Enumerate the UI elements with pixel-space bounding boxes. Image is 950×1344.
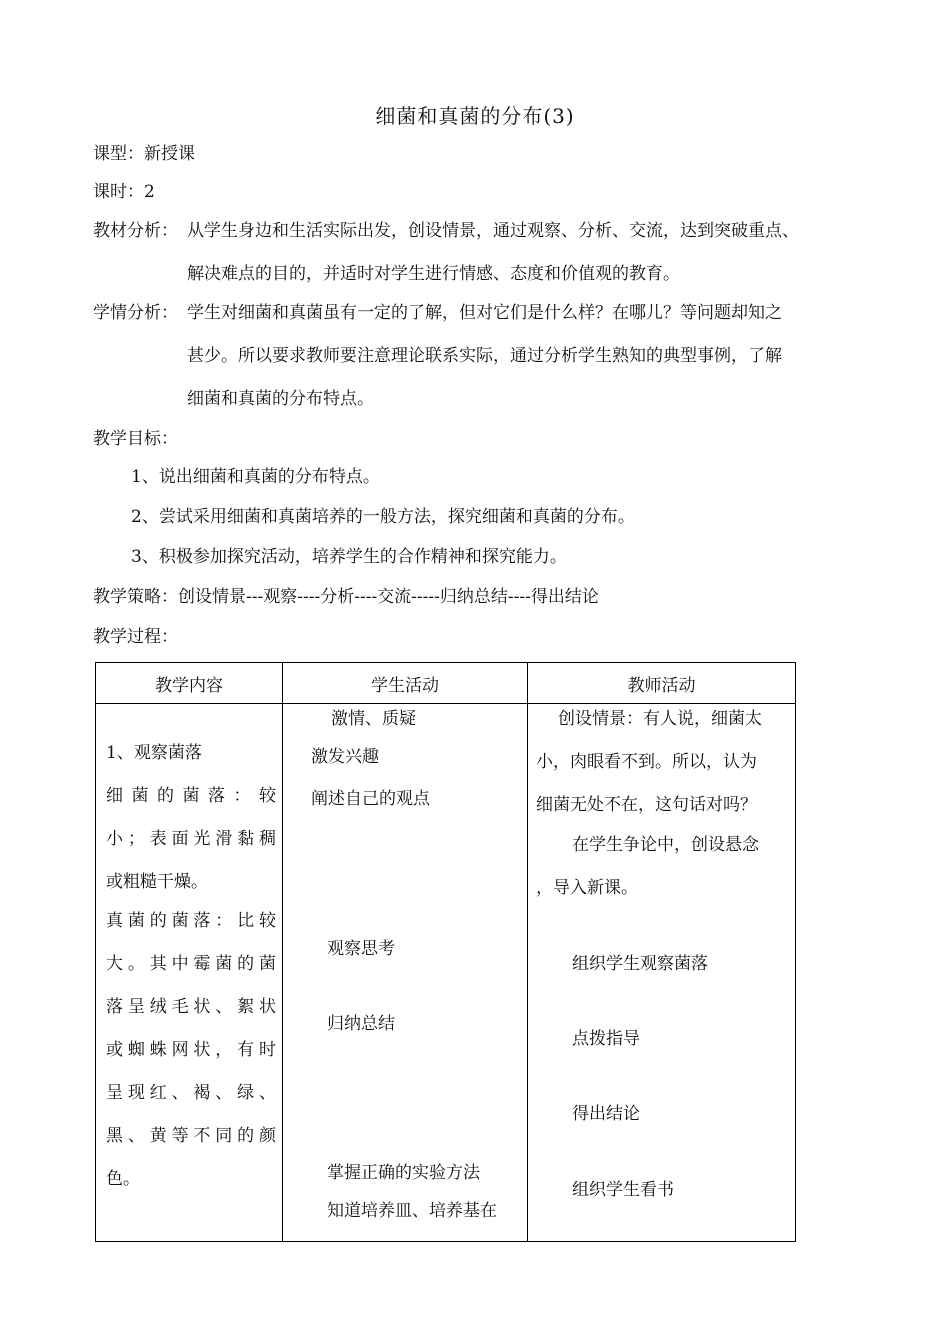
page-title: 细菌和真菌的分布(3) — [375, 104, 575, 128]
teacher-activity-cell — [528, 704, 796, 1242]
content-line: 真菌的菌落：比较 — [106, 911, 276, 931]
objective-item: 2、尝试采用细菌和真菌培养的一般方法，探究细菌和真菌的分布。 — [131, 507, 635, 527]
course-hours: 课时：2 — [93, 182, 155, 202]
teacher-activity: 得出结论 — [572, 1104, 640, 1124]
content-line: 呈现红、褐、绿、 — [106, 1083, 276, 1103]
student-activity-cell — [283, 704, 528, 1242]
student-activity: 掌握正确的实验方法 — [327, 1163, 480, 1183]
student-analysis-line: 甚少。所以要求教师要注意理论联系实际，通过分析学生熟知的典型事例，了解 — [187, 346, 782, 366]
student-activity: 激情、质疑 — [331, 709, 416, 729]
teacher-activity: 组织学生看书 — [572, 1180, 674, 1200]
student-analysis-label: 学情分析： — [93, 303, 178, 323]
student-activity: 观察思考 — [327, 939, 395, 959]
header-teacher-activity: 教师活动 — [528, 663, 796, 704]
teaching-strategy: 教学策略：创设情景---观察----分析----交流-----归纳总结----得出结论 — [93, 587, 599, 607]
objective-item: 3、积极参加探究活动，培养学生的合作精神和探究能力。 — [131, 547, 567, 567]
student-analysis-line: 细菌和真菌的分布特点。 — [187, 389, 374, 409]
teacher-activity: ，导入新课。 — [536, 878, 638, 898]
student-activity: 知道培养皿、培养基在 — [327, 1201, 497, 1221]
content-line: 色。 — [106, 1169, 140, 1189]
header-student-activity: 学生活动 — [283, 663, 528, 704]
material-analysis-label: 教材分析： — [93, 221, 178, 241]
process-label: 教学过程： — [93, 627, 178, 647]
content-line: 黑、黄等不同的颜 — [106, 1126, 276, 1146]
content-line: 或蜘蛛网状，有时 — [106, 1040, 276, 1060]
objectives-label: 教学目标： — [93, 429, 178, 449]
content-line: 或粗糙干燥。 — [106, 872, 208, 892]
content-line: 落呈绒毛状、絮状 — [106, 997, 276, 1017]
content-line: 小；表面光滑黏稠 — [106, 829, 276, 849]
teaching-process-table — [95, 662, 796, 1242]
student-activity: 激发兴趣 — [311, 747, 379, 767]
objective-item: 1、说出细菌和真菌的分布特点。 — [131, 467, 380, 487]
content-line: 细菌的菌落：较 — [106, 786, 276, 806]
teacher-activity: 创设情景：有人说，细菌太 — [558, 709, 762, 729]
table-header-row — [96, 663, 796, 704]
content-heading: 1、观察菌落 — [106, 743, 202, 763]
header-content: 教学内容 — [96, 663, 283, 704]
teacher-activity: 点拨指导 — [572, 1029, 640, 1049]
teacher-activity: 小，肉眼看不到。所以，认为 — [536, 752, 757, 772]
content-cell — [96, 704, 283, 1242]
teacher-activity: 组织学生观察菌落 — [572, 954, 708, 974]
student-activity: 阐述自己的观点 — [311, 789, 430, 809]
student-activity: 归纳总结 — [327, 1014, 395, 1034]
content-line: 大。其中霉菌的菌 — [106, 954, 276, 974]
teacher-activity: 细菌无处不在，这句话对吗？ — [536, 795, 757, 815]
student-analysis-line: 学生对细菌和真菌虽有一定的了解，但对它们是什么样？在哪儿？等问题却知之 — [187, 303, 782, 323]
material-analysis-line: 解决难点的目的，并适时对学生进行情感、态度和价值观的教育。 — [187, 264, 680, 284]
course-type: 课型：新授课 — [93, 144, 195, 164]
material-analysis-line: 从学生身边和生活实际出发，创设情景，通过观察、分析、交流，达到突破重点、 — [187, 221, 799, 241]
teacher-activity: 在学生争论中，创设悬念 — [572, 835, 759, 855]
table-row — [96, 704, 796, 1242]
